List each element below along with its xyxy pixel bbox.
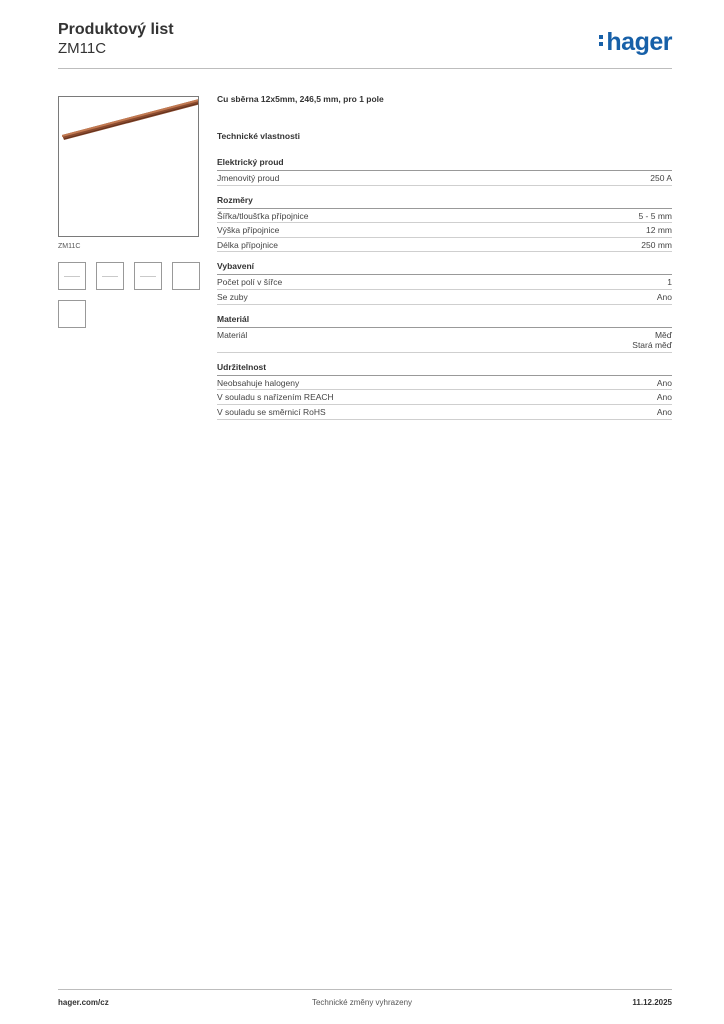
spec-value: Ano <box>656 392 672 403</box>
spec-section-material <box>217 314 672 353</box>
spec-label: Šířka/tloušťka přípojnice <box>217 210 309 221</box>
section-title: Udržitelnost <box>217 362 672 376</box>
spec-label: V souladu s nařízením REACH <box>217 392 334 403</box>
spec-section-dimensions <box>217 195 672 253</box>
spec-row <box>217 328 672 353</box>
footer-date: 11.12.2025 <box>632 998 672 1007</box>
spec-label: Materiál <box>217 329 248 340</box>
thumbnail-preview-icon <box>64 276 80 277</box>
spec-section-sustainability <box>217 362 672 420</box>
section-title: Materiál <box>217 314 672 328</box>
spec-value: 12 mm <box>646 225 672 236</box>
spec-value: 250 mm <box>641 239 672 250</box>
logo-text: hager <box>606 28 672 56</box>
spec-row <box>217 390 672 405</box>
footer-website-link[interactable]: hager.com/cz <box>58 998 109 1007</box>
spec-row <box>217 171 672 186</box>
technical-heading: Technické vlastnosti <box>217 131 300 141</box>
section-title: Elektrický proud <box>217 157 672 171</box>
section-title: Vybavení <box>217 261 672 275</box>
spec-label: V souladu se směrnicí RoHS <box>217 406 326 417</box>
spec-row <box>217 405 672 420</box>
product-description: Cu sběrna 12x5mm, 246,5 mm, pro 1 pole <box>217 94 384 104</box>
spec-section-electric <box>217 157 672 186</box>
spec-row <box>217 290 672 305</box>
spec-label: Počet polí v šířce <box>217 277 283 288</box>
page-title: Produktový list <box>58 21 174 38</box>
header-divider <box>58 68 672 69</box>
gallery-thumbnail[interactable] <box>96 262 124 290</box>
image-caption: ZM11C <box>58 243 81 250</box>
footer-notice: Technické změny vyhrazeny <box>311 998 413 1007</box>
spec-value: 5 - 5 mm <box>638 210 672 221</box>
section-title: Rozměry <box>217 195 672 209</box>
spec-row <box>217 209 672 224</box>
gallery-thumbnail[interactable] <box>172 262 200 290</box>
spec-value: Ano <box>656 377 672 388</box>
spec-row <box>217 275 672 290</box>
gallery-thumbnail[interactable] <box>134 262 162 290</box>
spec-section-equipment <box>217 261 672 304</box>
spec-value: Ano <box>656 406 672 417</box>
product-code: ZM11C <box>58 40 107 57</box>
spec-label: Se zuby <box>217 291 248 302</box>
spec-value: Měď Stará měď <box>632 329 672 351</box>
spec-row <box>217 238 672 253</box>
spec-value: Ano <box>656 291 672 302</box>
spec-label: Délka přípojnice <box>217 239 278 250</box>
thumbnail-preview-icon <box>102 276 118 277</box>
spec-row <box>217 376 672 391</box>
logo-dots-icon <box>599 28 604 50</box>
gallery-thumbnail[interactable] <box>58 300 86 328</box>
spec-value: 1 <box>667 277 672 288</box>
copper-busbar-icon <box>59 97 198 236</box>
spec-value: 250 A <box>650 173 672 183</box>
spec-label: Neobsahuje halogeny <box>217 377 300 388</box>
spec-row <box>217 223 672 238</box>
hager-logo[interactable] <box>599 28 672 57</box>
spec-label: Výška přípojnice <box>217 225 280 236</box>
gallery-thumbnail[interactable] <box>58 262 86 290</box>
thumbnail-preview-icon <box>140 276 156 277</box>
product-main-image[interactable] <box>58 96 199 237</box>
product-details <box>217 94 672 429</box>
footer-divider <box>58 989 672 990</box>
spec-label: Jmenovitý proud <box>217 173 280 183</box>
